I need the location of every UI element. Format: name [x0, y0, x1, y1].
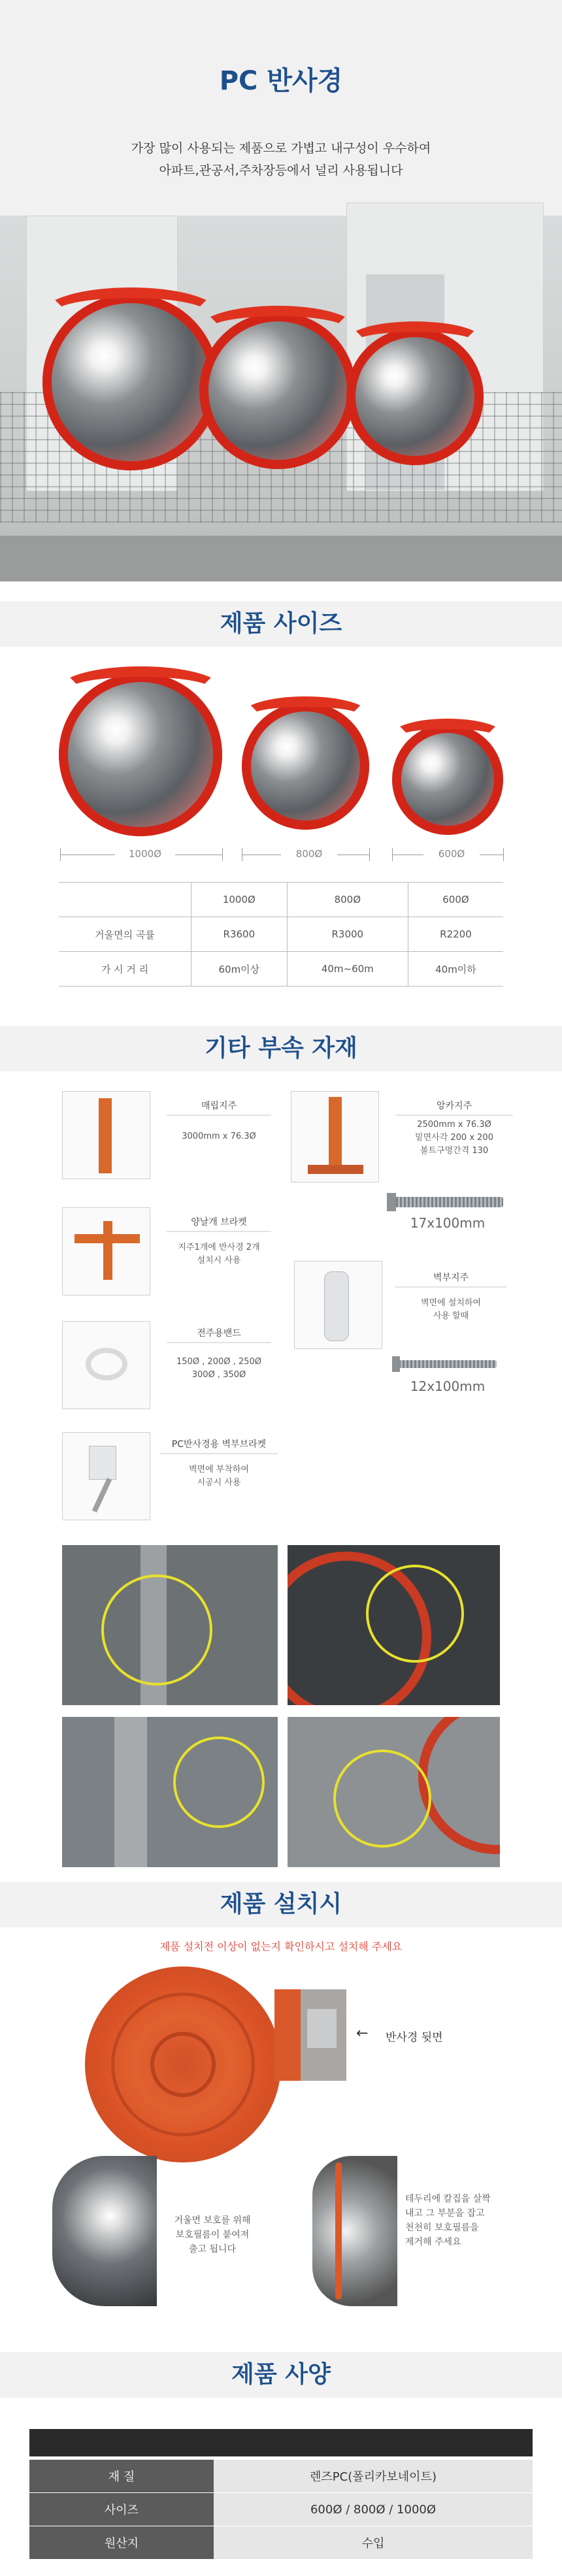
accessory-desc-line: 300Ø , 350Ø	[191, 1370, 246, 1380]
spec-section-heading	[0, 2352, 562, 2398]
spec-value: 수입	[214, 2526, 533, 2560]
install-photo-4	[288, 1717, 500, 1867]
double-wing-bracket-image	[62, 1207, 150, 1296]
hero-description	[0, 137, 562, 182]
wall-bracket-arm	[92, 1478, 112, 1512]
wall-bracket-plate	[89, 1446, 116, 1480]
install-section-title: 제품 설치시	[220, 1891, 342, 1917]
size-table-cell: 60m이상	[191, 952, 288, 986]
spec-value: 600Ø / 800Ø / 1000Ø	[214, 2493, 533, 2526]
accessory-desc: 3000mm x 76.3Ø	[182, 1132, 256, 1141]
spec-label: 재 질	[29, 2460, 214, 2493]
film-note-line: 테두리에 칼집을 살짝	[405, 2194, 491, 2204]
anchor-bolt-large	[392, 1197, 503, 1207]
page-title: PC 반사경	[219, 66, 343, 96]
accessory-desc	[167, 1241, 271, 1267]
accessory-desc-line: 150Ø , 200Ø , 250Ø	[176, 1357, 261, 1367]
size-section-heading	[0, 601, 562, 647]
accessory-label: 앙카지주	[395, 1099, 513, 1116]
film-note-line: 출고 됩니다	[188, 2244, 237, 2255]
accessory-label: 매립지주	[167, 1099, 271, 1116]
wall-post-pipe	[324, 1271, 349, 1341]
accessory-desc	[395, 1118, 513, 1158]
accessory-desc-line: 사용 할때	[433, 1311, 469, 1321]
film-note-line: 내고 그 부분을 잡고	[405, 2208, 485, 2219]
accessory-desc-line: 지주1개에 반사경 2개	[178, 1243, 260, 1252]
accessory-label: PC반사경용 벽부브라켓	[160, 1437, 278, 1454]
bolt-nut	[387, 1193, 396, 1211]
accessory-desc-line: 벽면에 설치하여	[420, 1298, 482, 1308]
spec-row	[29, 2526, 533, 2560]
highlight-circle	[101, 1574, 212, 1686]
accessory-desc	[167, 1463, 271, 1490]
mirror-back-detail-image	[274, 1989, 346, 2081]
anchor-post-image	[291, 1091, 379, 1182]
accessory-desc-line: 시공시 사용	[197, 1478, 241, 1488]
size-table-header-row	[59, 883, 503, 917]
accessory-section-heading	[0, 1026, 562, 1071]
dim-tick	[222, 848, 223, 861]
back-label: 반사경 뒷면	[386, 2031, 443, 2044]
size-table-row	[59, 952, 503, 986]
buried-post-image	[62, 1091, 150, 1179]
size-table-row-label: 가 시 거 리	[59, 952, 191, 986]
accessory-desc-line: 설치시 사용	[197, 1256, 241, 1265]
accessory-desc-line: 볼트구멍간격 130	[420, 1146, 489, 1156]
install-notice: 제품 설치전 이상이 없는지 확인하시고 설치해 주세요	[159, 1940, 403, 1953]
arrow-left-icon: ←	[356, 2025, 369, 2042]
mirror-large-hood	[42, 287, 219, 340]
size-mirror-800-hood	[242, 696, 369, 733]
film-note-line: 거울면 보호를 위해	[174, 2215, 251, 2226]
size-mirror-1000-hood	[59, 666, 222, 712]
dim-label-1000: 1000Ø	[115, 848, 175, 860]
dim-tick	[392, 848, 393, 861]
size-table-row-label: 거울면의 곡률	[59, 917, 191, 952]
size-table-cell: 40m이하	[408, 952, 503, 986]
wall-post-image	[294, 1261, 382, 1349]
wall-bracket-image	[62, 1432, 150, 1520]
dim-tick	[369, 848, 370, 861]
accessory-label: 벽부지주	[395, 1271, 506, 1288]
dim-tick	[60, 848, 61, 861]
film-removal-image	[312, 2156, 397, 2306]
post-pipe	[329, 1097, 342, 1169]
photo-mirror-rim	[418, 1717, 500, 1854]
dim-label-800: 800Ø	[281, 848, 337, 860]
size-table-header: 800Ø	[287, 883, 408, 917]
size-table-cell: R3000	[287, 917, 408, 952]
hero-desc-line2: 아파트,관공서,주차장등에서 널리 사용됩니다	[159, 163, 403, 178]
bolt-label-small: 12x100mm	[410, 1378, 486, 1394]
dim-tick	[503, 848, 504, 861]
install-photo-2	[288, 1545, 500, 1705]
film-note-2	[405, 2192, 516, 2249]
accessory-desc	[167, 1356, 271, 1382]
film-note-line: 제거해 주세요	[405, 2237, 461, 2247]
photo-pole	[114, 1717, 147, 1867]
spec-label: 사이즈	[29, 2493, 214, 2526]
band-ring	[86, 1348, 127, 1380]
film-note-line: 천천히 보호필름을	[405, 2223, 479, 2233]
install-photo-1	[62, 1545, 278, 1705]
mirror-back-image	[85, 1966, 281, 2162]
post-pipe	[99, 1098, 112, 1173]
anchor-bolt-small	[399, 1360, 497, 1368]
mirror-small-hood	[346, 321, 484, 361]
spec-row	[29, 2493, 533, 2526]
film-note-1	[157, 2213, 268, 2257]
accessory-label: 양날개 브라켓	[167, 1215, 271, 1232]
size-table-row	[59, 917, 503, 952]
spec-table-header-bar	[29, 2429, 533, 2456]
detail-bracket	[307, 2009, 337, 2048]
highlight-circle	[366, 1565, 464, 1663]
spec-table	[29, 2460, 533, 2560]
spec-label: 원산지	[29, 2526, 214, 2560]
mirror-back-rib	[111, 1993, 255, 2136]
size-mirror-600-hood	[392, 719, 503, 751]
dim-label-600: 600Ø	[423, 848, 480, 860]
film-cut-edge	[335, 2162, 342, 2300]
spec-section-title: 제품 사양	[231, 2361, 331, 2388]
install-section-heading	[0, 1882, 562, 1927]
road	[0, 536, 562, 581]
size-section-title: 제품 사이즈	[220, 610, 342, 637]
pole-band-image	[62, 1321, 150, 1409]
size-table-cell: 40m~60m	[287, 952, 408, 986]
detail-mirror-edge	[274, 1989, 301, 2081]
accessory-label: 전주용밴드	[167, 1326, 271, 1343]
size-table-cell: R2200	[408, 917, 503, 952]
size-table-corner	[59, 883, 191, 917]
highlight-circle	[333, 1750, 431, 1848]
hero-desc-line1: 가장 많이 사용되는 제품으로 가볍고 내구성이 우수하여	[131, 141, 431, 155]
accessory-desc-line: 2500mm x 76.3Ø	[417, 1120, 491, 1130]
accessory-desc-line: 밑면사각 200 x 200	[415, 1133, 493, 1143]
protective-film-image	[52, 2156, 157, 2306]
bolt-label-large: 17x100mm	[410, 1215, 486, 1231]
mirror-medium-hood	[199, 306, 356, 351]
hero-banner	[0, 0, 562, 581]
accessory-desc-line: 벽면에 부착하여	[188, 1465, 250, 1475]
spec-row	[29, 2460, 533, 2493]
highlight-circle	[173, 1736, 265, 1828]
accessory-desc	[395, 1297, 506, 1323]
bolt-nut	[392, 1356, 400, 1372]
size-table-cell: R3600	[191, 917, 288, 952]
post-base-plate	[308, 1165, 363, 1174]
install-photo-3	[62, 1717, 278, 1867]
size-table-header: 1000Ø	[191, 883, 288, 917]
accessory-section-title: 기타 부속 자재	[205, 1035, 357, 1062]
spec-value: 렌즈PC(폴리카보네이트)	[214, 2460, 533, 2493]
size-table-header: 600Ø	[408, 883, 503, 917]
size-table	[59, 882, 503, 986]
film-note-line: 보호필름이 붙여져	[175, 2230, 250, 2240]
bracket-clamp	[103, 1221, 112, 1280]
